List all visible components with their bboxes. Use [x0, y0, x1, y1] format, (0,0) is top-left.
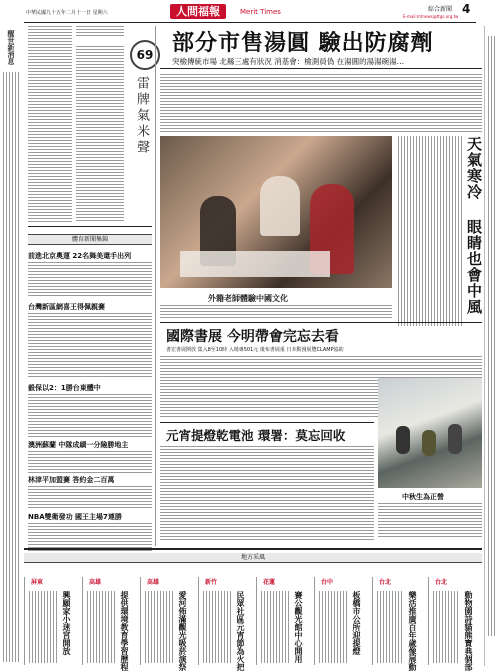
sports-headline-2: 台灣新區網喜王得佩親賽: [28, 303, 105, 311]
local-section-banner: [24, 553, 482, 563]
photo-cyclist-c: [448, 424, 462, 454]
cyclists-caption-text: [378, 503, 482, 537]
local-story-text: [377, 591, 403, 663]
margin-strip-text: [488, 36, 496, 636]
photo-caption-text: [160, 305, 392, 319]
header-rule: [24, 22, 476, 23]
local-story-place: 高雄: [89, 579, 102, 586]
lantern-text: [160, 446, 374, 542]
photo-figure-a: [260, 176, 300, 236]
sports-text-2: [28, 313, 152, 379]
headline-rule: [160, 68, 482, 69]
local-story-text: [261, 591, 289, 663]
book-fair-subhead: 書宏書展開放 集入8至10時 入場專501元 後布書展重 日本動漫展覽CLAMP協助: [166, 347, 344, 353]
photo-cyclist-a: [396, 426, 410, 454]
main-subheadline: 突檢傳統市場 北縣三處有狀況 消基會：檢測員偽 在湯圓的湯湯碗湯…: [172, 57, 405, 66]
masthead: [0, 0, 500, 24]
local-story-title: 提供環境教育學習歷程: [120, 591, 129, 671]
sports-headline-3: 毅保以2：1勝台東體中: [28, 384, 101, 392]
local-story-3: [140, 577, 197, 671]
sports-text-4: [28, 451, 152, 473]
local-section-title: 地方采風: [240, 554, 265, 561]
cyclists-caption: 中秋生為正營: [402, 493, 444, 501]
local-story-title: 賽公觀光館中心開用: [294, 591, 303, 663]
sports-text-3: [28, 394, 152, 438]
local-story-text: [319, 591, 347, 663]
sports-headline-4: 澳洲蘇蘭 中隊成績一分險勝地主: [28, 441, 129, 449]
calligraphy-text: 雷牌氣米聲: [134, 76, 149, 156]
sports-text-5: [28, 486, 152, 508]
sports-headline-5: 林津平加盟賽 答約金二百萬: [28, 476, 115, 484]
main-body-text-1: [160, 74, 482, 132]
book-fair-rule: [160, 322, 482, 323]
column-separator: [155, 26, 156, 546]
badge-number: 69: [136, 48, 154, 62]
left-intro-text-c: [76, 46, 124, 222]
sports-section-title: 體育新聞集錦: [71, 236, 108, 243]
local-story-place: 台北: [435, 579, 448, 586]
vertical-column-title: 醒世新消息: [7, 30, 15, 65]
sports-headline-6: NBA雙衛發功 國王主場7連勝: [28, 513, 122, 521]
side-story-text: [398, 136, 462, 326]
teachers-photo: [160, 136, 392, 288]
left-divider: [28, 226, 152, 227]
local-story-place: 新竹: [205, 579, 218, 586]
local-story-text: [145, 591, 173, 663]
bottom-top-rule: [24, 548, 482, 550]
local-story-title: 民眾社區元宵節為火把: [236, 591, 245, 671]
logo-subtitle: Merit Times: [240, 8, 281, 16]
far-left-strip: [0, 26, 24, 666]
section-name: 綜合新聞: [428, 6, 453, 13]
cyclists-photo: [378, 378, 482, 488]
local-story-6: [314, 577, 371, 665]
issue-date: 中華民國九十五年二月十一日 星期六: [26, 10, 108, 16]
book-fair-headline: 國際書展 今明帶㑹完忘去看: [166, 329, 339, 345]
local-story-5: [256, 577, 313, 665]
local-story-7: [372, 577, 427, 671]
local-story-8: [428, 577, 483, 671]
lantern-rule: [160, 422, 374, 423]
left-intro-text-b: [76, 26, 124, 38]
right-margin-strip: [484, 26, 499, 666]
local-story-title: 樂活推廣百年歲像展動: [408, 591, 417, 671]
local-story-title: 板橋市公所迎提燈: [352, 591, 361, 655]
strip-body-text: [3, 72, 20, 662]
eye-stroke-headline: 天氣寒冷 眼睛也會中風: [465, 136, 483, 315]
newspaper-logo: 人間福報: [170, 4, 226, 19]
page-number: 4: [462, 2, 471, 16]
local-story-text: [29, 591, 57, 663]
local-story-title: 動物園詩貓熊寶典個部: [464, 591, 473, 671]
left-intro-text-a: [28, 26, 72, 222]
local-story-title: 興願家小迷宮開放: [62, 591, 71, 655]
left-column: [28, 26, 152, 546]
local-story-4: [198, 577, 255, 671]
sports-headline-1: 前進北京奧運 22名舞美還手出列: [28, 252, 132, 260]
sports-section-banner: [28, 234, 152, 245]
lantern-headline: 元宵提燈乾電池 環署：莫忘回收: [166, 428, 346, 443]
local-story-1: [24, 577, 81, 665]
local-story-place: 台北: [379, 579, 392, 586]
local-story-2: [82, 577, 139, 671]
local-story-place: 花蓮: [263, 579, 276, 586]
local-story-title: 愛河佈滿觀光吸菸演祭: [178, 591, 187, 671]
sports-text-1: [28, 262, 152, 298]
photo-cyclist-b: [422, 430, 436, 456]
contact-email: E-mail:mtnews@ttgs.org.tw: [403, 14, 459, 19]
photo-table: [180, 251, 330, 277]
local-story-place: 台中: [321, 579, 334, 586]
local-story-text: [433, 591, 459, 663]
local-story-text: [203, 591, 231, 663]
local-story-place: 屏東: [31, 579, 44, 586]
local-story-text: [87, 591, 115, 663]
local-story-place: 高雄: [147, 579, 160, 586]
photo-caption: 外籍老師體驗中國文化: [208, 294, 288, 303]
main-headline: 部分市售湯圓 驗出防腐劑: [172, 31, 434, 56]
